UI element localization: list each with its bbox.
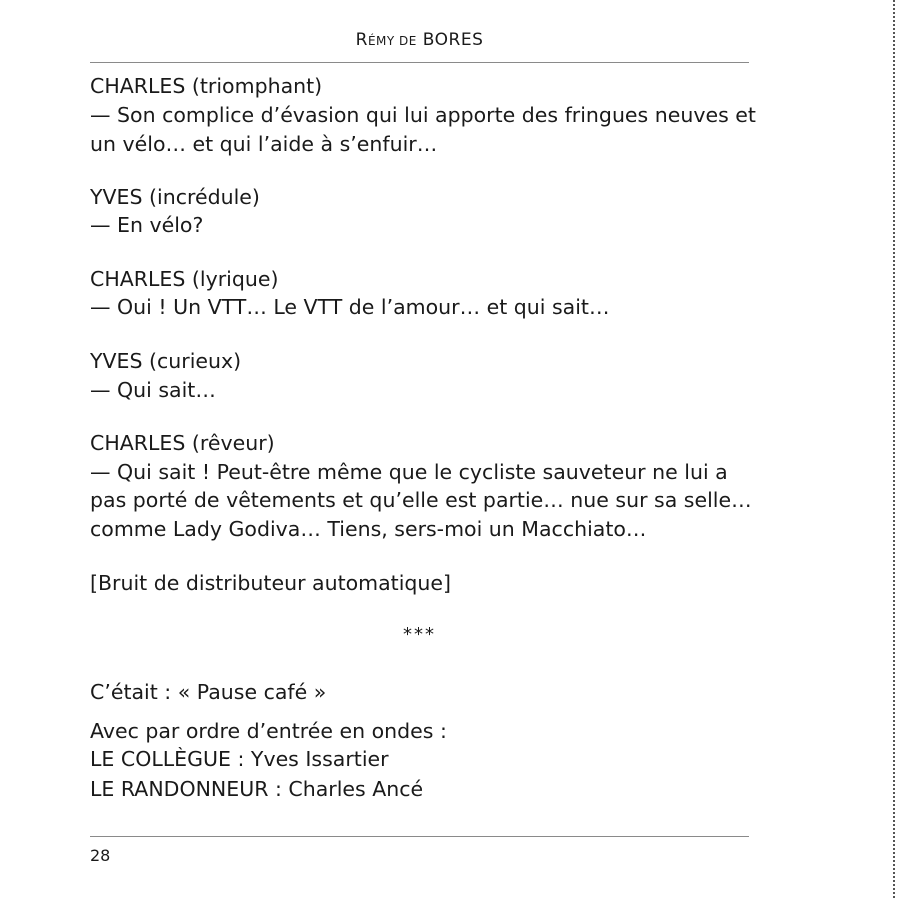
dialogue-line: — Qui sait… [90,378,216,402]
author-first-rest: ÉMY DE [367,34,417,48]
credits-line: LE RANDONNEUR : Charles Ancé [90,777,424,801]
dialogue-line: — En vélo? [90,213,204,237]
running-header [90,30,749,50]
credits-title: C’était : « Pause café » [90,680,327,704]
speaker-line: YVES (incrédule) [90,185,260,209]
header-rule [90,62,749,63]
dialogue-line: — Oui ! Un VTT… Le VTT de l’amour… et qui sait… [90,295,610,319]
speaker-line: CHARLES (triomphant) [90,74,323,98]
footer-rule [90,836,749,837]
dialogue-line: — Son complice d’évasion qui lui apporte des fringues neuves et [90,103,756,127]
author-first-initial: R [355,30,368,50]
speaker-line: CHARLES (lyrique) [90,267,279,291]
dialogue-line: un vélo… et qui l’aide à s’enfuir… [90,132,438,156]
dialogue-line: — Qui sait ! Peut-être même que le cycliste sauveteur ne lui a [90,460,728,484]
dialogue-line: comme Lady Godiva… Tiens, sers-moi un Macchiato… [90,517,647,541]
page-number: 28 [90,846,111,865]
credits-line: LE COLLÈGUE : Yves Issartier [90,747,389,771]
stage-direction: [Bruit de distributeur automatique] [90,571,452,595]
section-separator: *** [403,624,436,645]
speaker-line: YVES (curieux) [90,349,242,373]
page-edge-dotted-line [893,0,895,898]
credits-intro: Avec par ordre d’entrée en ondes : [90,719,447,743]
speaker-line: CHARLES (rêveur) [90,431,275,455]
author-last-name: BORES [422,30,484,50]
dialogue-line: pas porté de vêtements et qu’elle est partie… nue sur sa selle… [90,488,752,512]
